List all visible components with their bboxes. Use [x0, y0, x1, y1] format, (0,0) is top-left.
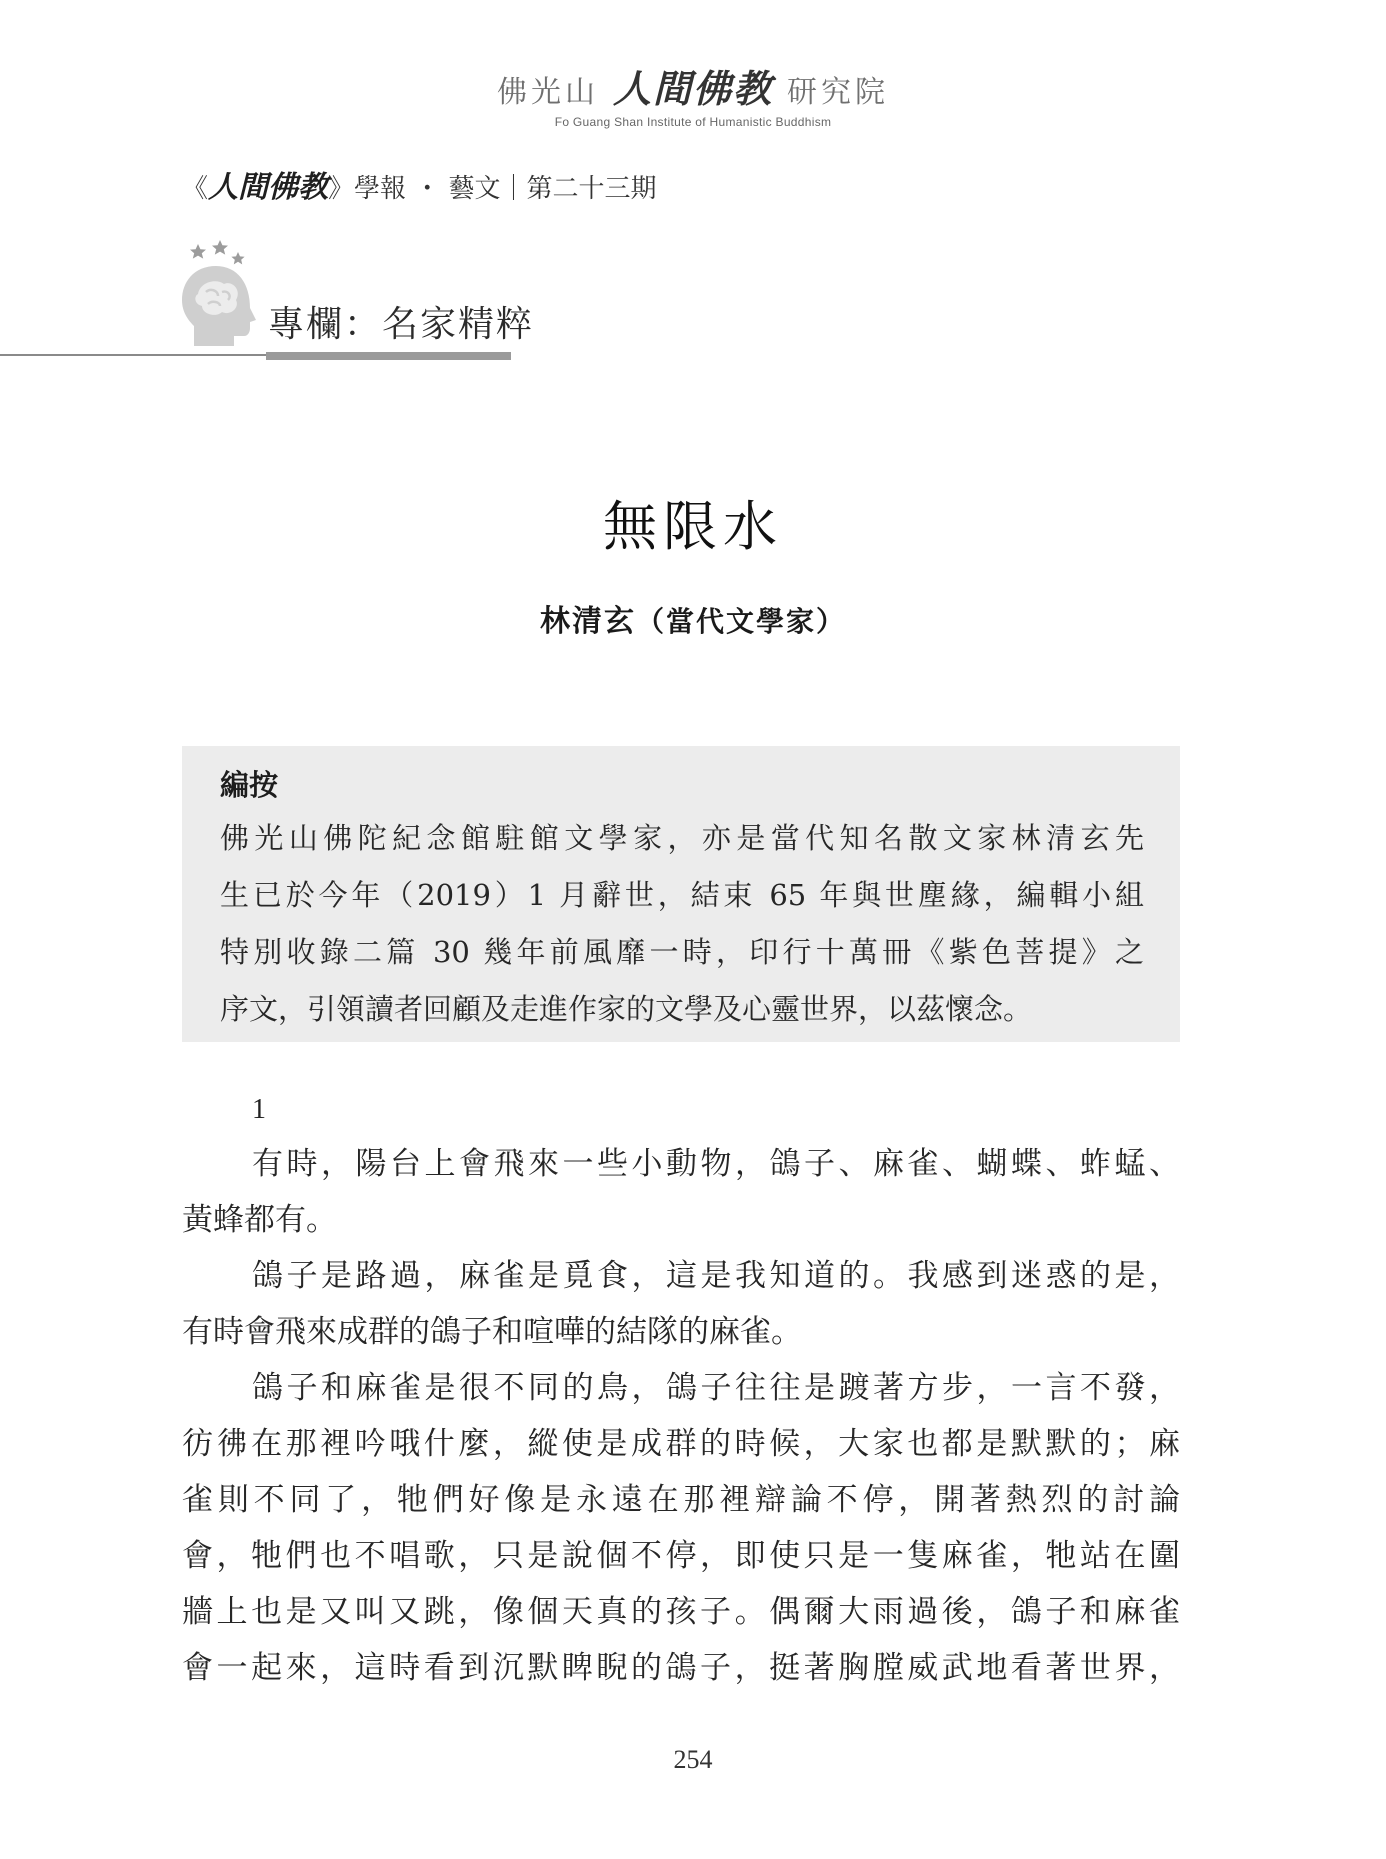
- editor-note-line: 佛光山佛陀紀念館駐館文學家，亦是當代知名散文家林清玄先: [220, 821, 1144, 855]
- body-text: [182, 1136, 1180, 1696]
- editor-note-heading: 編按: [220, 768, 279, 802]
- section-number: 1: [252, 1094, 266, 1125]
- journal-close-quote: 》: [328, 174, 355, 204]
- paragraph-line: 會，牠們也不唱歌，只是說個不停，即使只是一隻麻雀，牠站在圍: [182, 1538, 1180, 1574]
- journal-brand: 人間佛教: [208, 170, 329, 205]
- editor-note-line: 序文，引領讀者回顧及走進作家的文學及心靈世界，以茲懷念。: [220, 992, 1033, 1026]
- page-number: 254: [673, 1745, 713, 1774]
- paragraph-line: 會一起來，這時看到沉默睥睨的鴿子，挺著胸膛威武地看著世界，: [182, 1650, 1180, 1686]
- paragraph-line: 鴿子是路過，麻雀是覓食，這是我知道的。我感到迷惑的是，: [252, 1258, 1180, 1294]
- journal-open-quote: 《: [182, 174, 209, 204]
- editor-note-line: 特別收錄二篇 30 幾年前風靡一時，印行十萬冊《紫色菩提》之: [220, 935, 1144, 969]
- institute-prefix: 佛光山: [496, 75, 599, 110]
- institute-suffix: 研究院: [787, 75, 889, 110]
- author-byline: [0, 596, 1386, 640]
- journal-issue: 學報 ・ 藝文｜第二十三期: [354, 174, 657, 204]
- editor-note-line: 生已於今年（2019）1 月辭世，結束 65 年與世塵緣，編輯小組: [220, 878, 1144, 912]
- journal-running-head: [182, 162, 657, 206]
- author-name: 林清玄: [539, 604, 636, 639]
- paragraph-line: 鴿子和麻雀是很不同的鳥，鴿子往往是踱著方步，一言不發，: [252, 1370, 1180, 1406]
- column-label: 專欄：名家精粹: [268, 304, 535, 345]
- paragraph-line: 有時會飛來成群的鴿子和喧嘩的結隊的麻雀。: [182, 1314, 802, 1350]
- institute-header: [0, 58, 1386, 129]
- head-with-stars-icon: [176, 236, 266, 348]
- institute-english-name: Fo Guang Shan Institute of Humanistic Buddhism: [554, 115, 832, 129]
- column-rule-accent: [266, 352, 511, 360]
- paragraph-line: 雀則不同了，牠們好像是永遠在那裡辯論不停，開著熱烈的討論: [182, 1482, 1180, 1518]
- paragraph-line: 黃蜂都有。: [182, 1202, 337, 1238]
- institute-name: [497, 58, 889, 113]
- paragraph-line: 彷彿在那裡吟哦什麼，縱使是成群的時候，大家也都是默默的；麻: [182, 1426, 1180, 1462]
- author-note: （當代文學家）: [635, 605, 846, 638]
- paragraph-line: 牆上也是又叫又跳，像個天真的孩子。偶爾大雨過後，鴿子和麻雀: [182, 1594, 1180, 1630]
- editor-note-box: [182, 746, 1180, 1042]
- article-title: 無限水: [603, 495, 783, 558]
- institute-brand-logotype: 人間佛教: [612, 66, 773, 111]
- paragraph-line: 有時，陽台上會飛來一些小動物，鴿子、麻雀、蝴蝶、蚱蜢、: [252, 1146, 1180, 1182]
